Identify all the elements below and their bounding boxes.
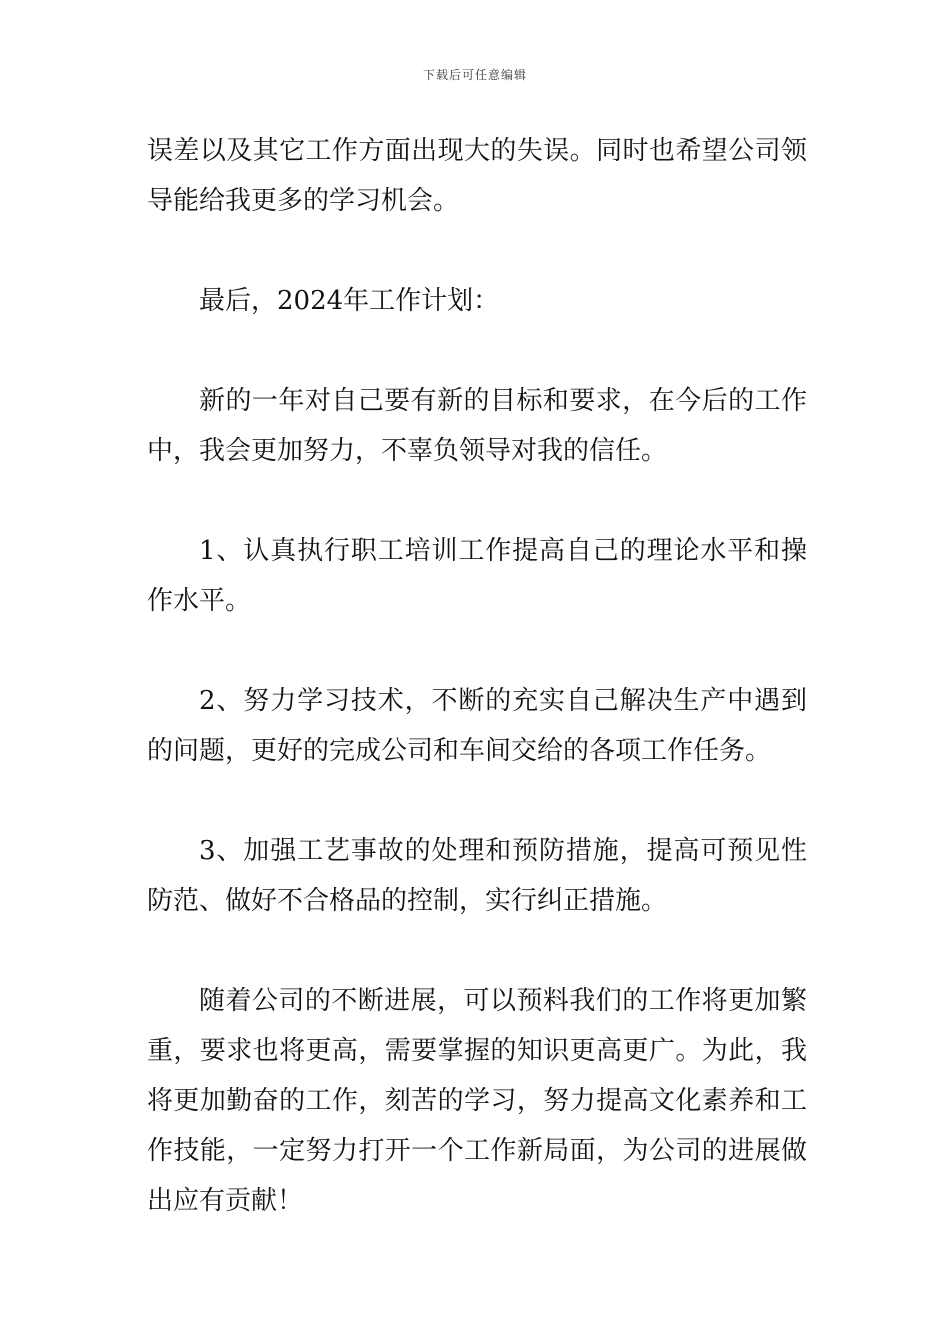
paragraph-continuation: 误差以及其它工作方面出现大的失误。同时也希望公司领导能给我更多的学习机会。 bbox=[147, 136, 807, 216]
paragraph-item-1: 1、认真执行职工培训工作提高自己的理论水平和操作水平。 bbox=[147, 536, 807, 616]
header-note: 下载后可任意编辑 bbox=[422, 68, 527, 82]
paragraph-gap bbox=[147, 326, 807, 376]
paragraph-gap bbox=[147, 226, 807, 276]
paragraph-gap bbox=[147, 926, 807, 976]
paragraph-item-3: 3、加强工艺事故的处理和预防措施，提高可预见性防范、做好不合格品的控制，实行纠正措施。 bbox=[147, 836, 807, 916]
paragraph-gap bbox=[147, 776, 807, 826]
paragraph-gap bbox=[147, 476, 807, 526]
paragraph-conclusion: 随着公司的不断进展，可以预料我们的工作将更加繁重，要求也将更高，需要掌握的知识更高更广。为此，我将更加勤奋的工作，刻苦的学习，努力提高文化素养和工作技能，一定努力打开一个工作新局面，为公司的进展做出应有贡献！ bbox=[147, 986, 807, 1216]
document-body bbox=[147, 126, 807, 1226]
paragraph-plan-heading: 最后，2024年工作计划： bbox=[199, 286, 500, 316]
paragraph-gap bbox=[147, 626, 807, 676]
paragraph-intro: 新的一年对自己要有新的目标和要求，在今后的工作中，我会更加努力，不辜负领导对我的信任。 bbox=[147, 386, 807, 466]
paragraph-item-2: 2、努力学习技术，不断的充实自己解决生产中遇到的问题，更好的完成公司和车间交给的各项工作任务。 bbox=[147, 686, 807, 766]
